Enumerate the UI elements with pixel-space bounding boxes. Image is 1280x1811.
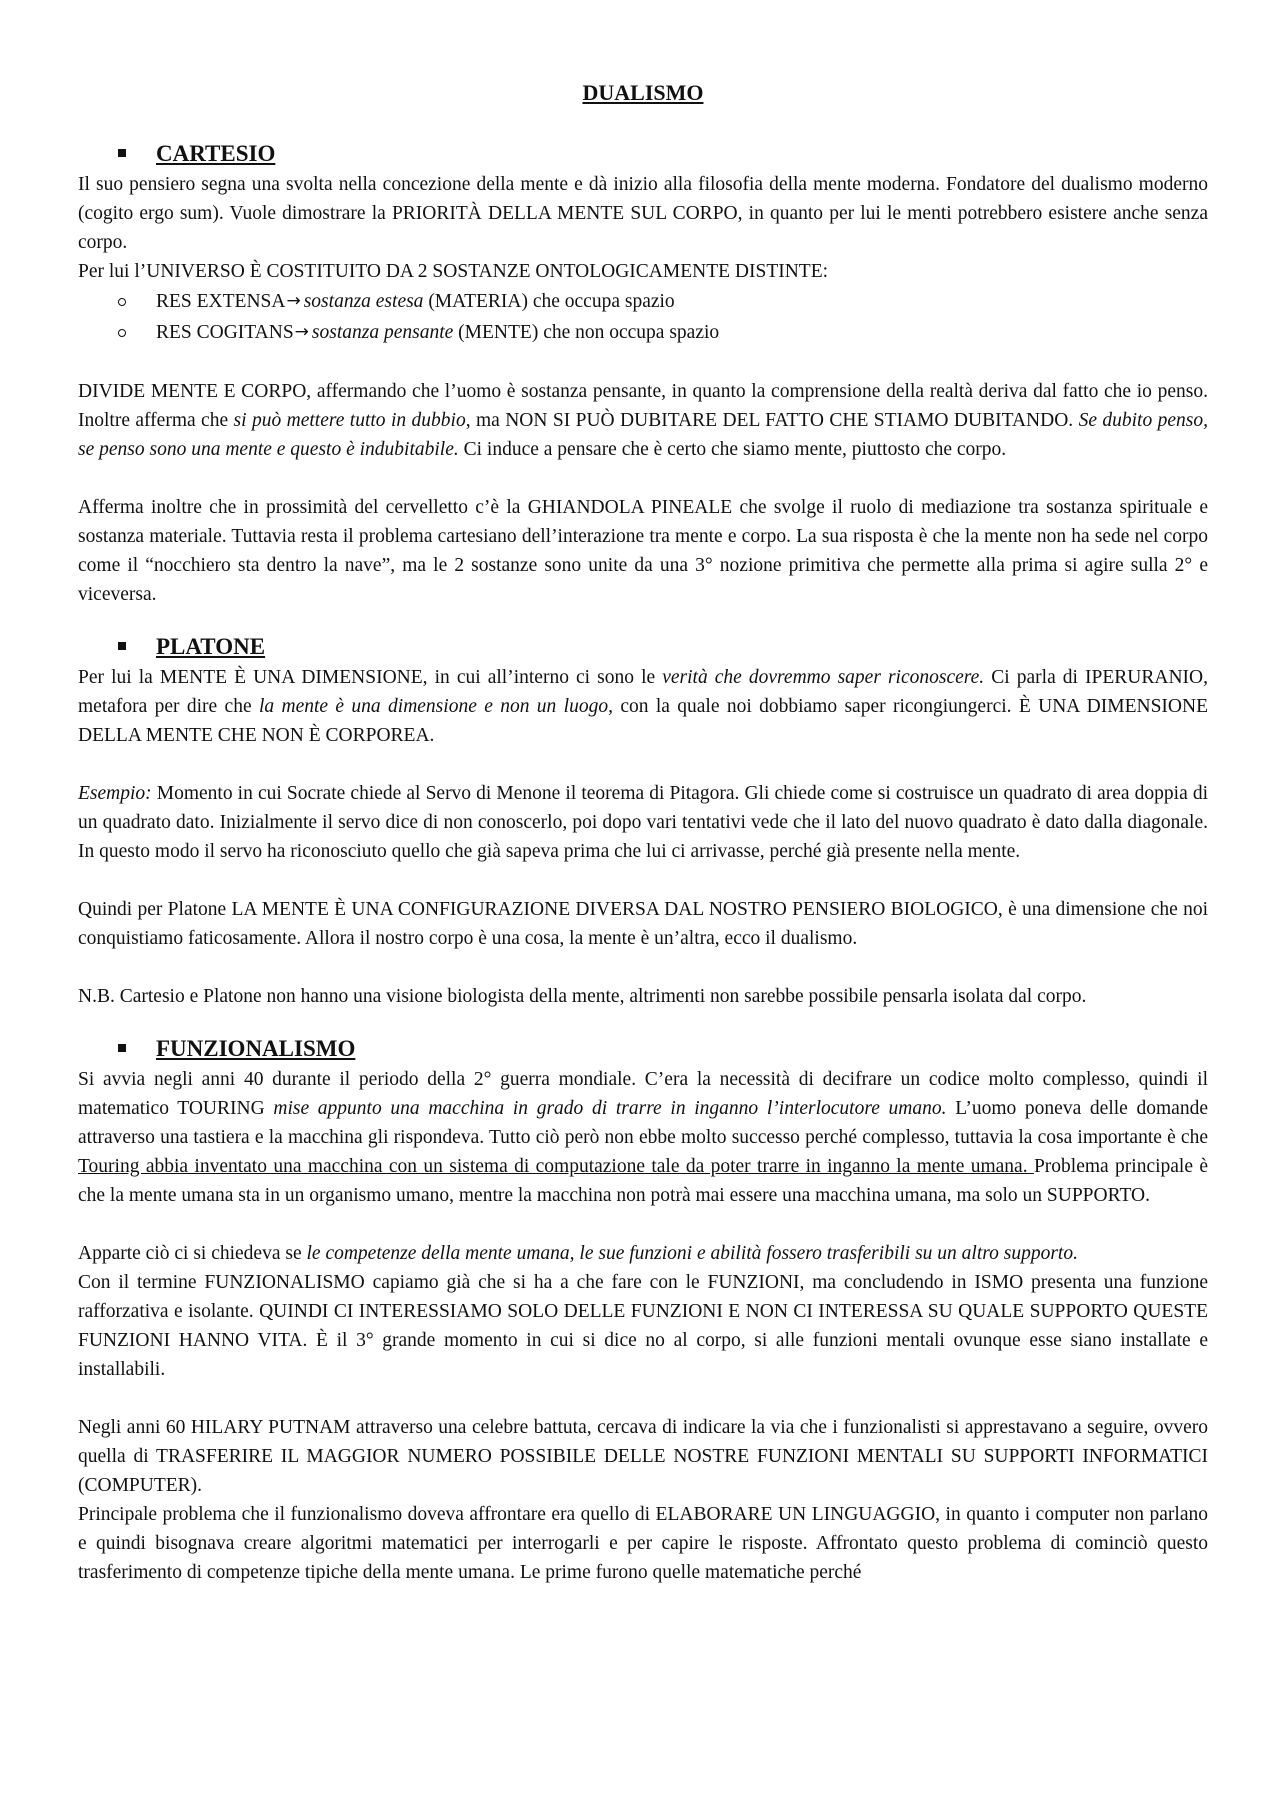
paragraph: Si avvia negli anni 40 durante il periodo della 2° guerra mondiale. C’era la necessità di decifrare un codice molto complesso, quindi il matematico TOURING mise appunto una macchina in grado di trarre in inganno l’interlocutore umano. L’uomo poneva delle domande attraverso una tastiera e la macchina gli rispondeva. Tutto ciò però non ebbe molto successo perché complesso, tuttavia la cosa importante è che Touring abbia inventato una macchina con un sistema di computazione tale da poter trarre in inganno la mente umana. Problema principale è che la mente umana sta in un organismo umano, mentre la macchina non potrà mai essere una macchina umana, ma solo un SUPPORTO. <box>78 1069 1208 1206</box>
paragraph: Afferma inoltre che in prossimità del cervelletto c’è la GHIANDOLA PINEALE che svolge il ruolo di mediazione tra sostanza spirituale e sostanza materiale. Tuttavia resta il problema cartesiano dell’interazione tra mente e corpo. La sua risposta è che la mente non ha sede nel corpo come il “nocchiero sta dentro la nave”, ma le 2 sostanze sono unite da una 3° nozione primitiva che permette alla prima si agire sulla 2° e viceversa. <box>78 497 1208 605</box>
section-heading-funzionalismo <box>78 1031 1208 1065</box>
arrow-right-icon: → <box>286 291 301 311</box>
list-item <box>78 286 1208 317</box>
circle-bullet-icon <box>118 329 126 337</box>
paragraph: Apparte ciò ci si chiedeva se le competenze della mente umana, le sue funzioni e abilità fossero trasferibili su un altro supporto. <box>78 1243 1078 1264</box>
paragraph: Per lui la MENTE È UNA DIMENSIONE, in cui all’interno ci sono le verità che dovremmo saper riconoscere. Ci parla di IPERURANIO, metafora per dire che la mente è una dimensione e non un luogo, con la quale noi dobbiamo saper ricongiungerci. È UNA DIMENSIONE DELLA MENTE CHE NON È CORPOREA. <box>78 667 1209 746</box>
paragraph: N.B. Cartesio e Platone non hanno una visione biologista della mente, altrimenti non sarebbe possibile pensarla isolata dal corpo. <box>78 986 1087 1007</box>
list-item-italic: sostanza pensante <box>311 322 454 343</box>
list-item-rest: (MENTE) che non occupa spazio <box>458 322 720 343</box>
arrow-right-icon: → <box>294 322 309 342</box>
section-title: FUNZIONALISMO <box>156 1035 356 1061</box>
list-item-label: RES EXTENSA <box>156 291 286 312</box>
paragraph: Il suo pensiero segna una svolta nella concezione della mente e dà inizio alla filosofia della mente moderna. Fondatore del dualismo moderno (cogito ergo sum). Vuole dimostrare la PRIORITÀ DELLA MENTE SUL CORPO, in quanto per lui le menti potrebbero esistere anche senza corpo. <box>78 174 1208 253</box>
section-heading-platone <box>78 629 1208 663</box>
list-item-label: RES COGITANS <box>156 322 294 343</box>
square-bullet-icon <box>118 1044 126 1052</box>
paragraph: Esempio: Momento in cui Socrate chiede al Servo di Menone il teorema di Pitagora. Gli chiede come si costruisce un quadrato di area doppia di un quadrato dato. Inizialmente il servo dice di non conoscerlo, poi dopo vari tentativi vede che il lato del nuovo quadrato è dato dalla diagonale. In questo modo il servo ha riconosciuto quello che già sapeva prima che lui ci arrivasse, perché già presente nella mente. <box>78 783 1208 862</box>
paragraph: Quindi per Platone LA MENTE È UNA CONFIGURAZIONE DIVERSA DAL NOSTRO PENSIERO BIOLOGICO, è una dimensione che noi conquistiamo faticosamente. Allora il nostro corpo è una cosa, la mente è un’altra, ecco il dualismo. <box>78 899 1208 949</box>
paragraph: Negli anni 60 HILARY PUTNAM attraverso una celebre battuta, cercava di indicare la via che i funzionalisti si apprestavano a seguire, ovvero quella di TRASFERIRE IL MAGGIOR NUMERO POSSIBILE DELLE NOSTRE FUNZIONI MENTALI SU SUPPORTI INFORMATICI (COMPUTER). <box>78 1417 1208 1496</box>
list-item-italic: sostanza estesa <box>303 291 424 312</box>
document-title: DUALISMO <box>582 80 704 105</box>
paragraph: Principale problema che il funzionalismo doveva affrontare era quello di ELABORARE UN LINGUAGGIO, in quanto i computer non parlano e quindi bisognava creare algoritmi matematici per interrogarli e per capire le risposte. Affrontato questo problema di cominciò questo trasferimento di competenze tipiche della mente umana. Le prime furono quelle matematiche perché <box>78 1504 1208 1583</box>
square-bullet-icon <box>118 149 126 157</box>
square-bullet-icon <box>118 642 126 650</box>
section-title: CARTESIO <box>156 140 276 166</box>
paragraph: DIVIDE MENTE E CORPO, affermando che l’uomo è sostanza pensante, in quanto la comprensione della realtà deriva dal fatto che io penso. Inoltre afferma che si può mettere tutto in dubbio, ma NON SI PUÒ DUBITARE DEL FATTO CHE STIAMO DUBITANDO. Se dubito penso, se penso sono una mente e questo è indubitabile. Ci induce a pensare che è certo che siamo mente, piuttosto che corpo. <box>78 381 1208 460</box>
substance-list <box>78 286 1208 348</box>
circle-bullet-icon <box>118 298 126 306</box>
list-item-rest: (MATERIA) che occupa spazio <box>428 291 675 312</box>
list-item <box>78 317 1208 348</box>
section-heading-cartesio <box>78 136 1208 170</box>
paragraph: Per lui l’UNIVERSO È COSTITUITO DA 2 SOSTANZE ONTOLOGICAMENTE DISTINTE: <box>78 261 829 282</box>
paragraph: Con il termine FUNZIONALISMO capiamo già che si ha a che fare con le FUNZIONI, ma concludendo in ISMO presenta una funzione rafforzativa e isolante. QUINDI CI INTERESSIAMO SOLO DELLE FUNZIONI E NON CI INTERESSA SU QUALE SUPPORTO QUESTE FUNZIONI HANNO VITA. È il 3° grande momento in cui si dice no al corpo, si alle funzioni mentali ovunque esse siano installate e installabili. <box>78 1272 1208 1380</box>
section-title: PLATONE <box>156 633 266 659</box>
